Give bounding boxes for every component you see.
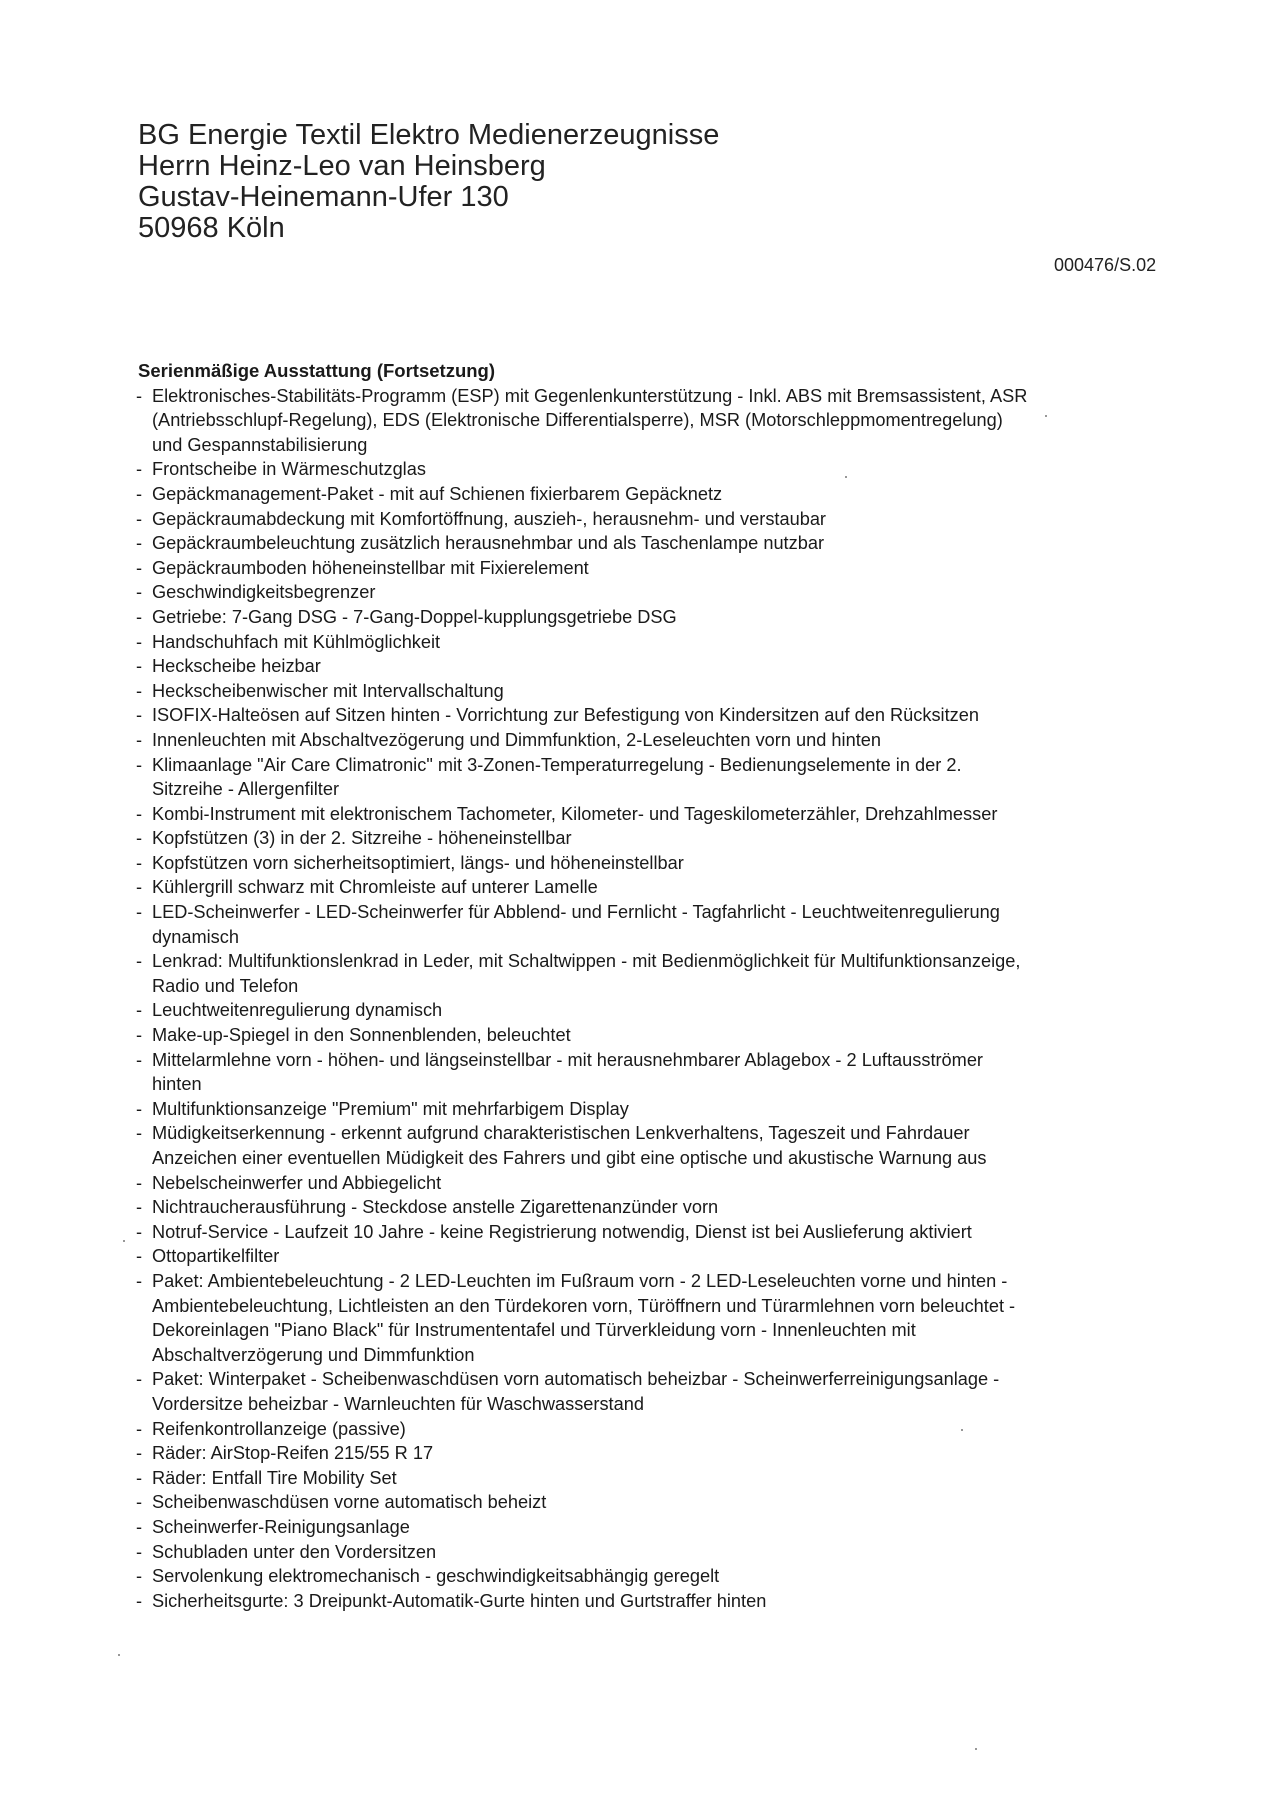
list-item-text: Make-up-Spiegel in den Sonnenblenden, beleuchtet [152, 1025, 571, 1046]
bullet-dash: - [136, 877, 143, 898]
bullet-dash: - [136, 951, 143, 972]
list-item [136, 1515, 1036, 1540]
list-item [136, 1023, 1036, 1048]
equipment-list [136, 384, 1036, 1614]
bullet-dash: - [136, 656, 143, 677]
list-item [136, 728, 1036, 753]
list-item [136, 679, 1036, 704]
list-item-text: Geschwindigkeitsbegrenzer [152, 582, 376, 603]
bullet-dash: - [136, 1221, 143, 1242]
list-item [136, 605, 1036, 630]
list-item [136, 654, 1036, 679]
bullet-dash: - [136, 803, 143, 824]
list-item [136, 507, 1036, 532]
page-reference: 000476/S.02 [1054, 255, 1157, 275]
list-item-text: Getriebe: 7-Gang DSG - 7-Gang-Doppel-kupplungsgetriebe DSG [152, 606, 677, 627]
bullet-dash: - [136, 680, 143, 701]
bullet-dash: - [136, 483, 143, 504]
bullet-dash: - [136, 729, 143, 750]
list-item-text: Kopfstützen vorn sicherheitsoptimiert, längs- und höheneinstellbar [152, 852, 684, 873]
scan-speck [975, 1748, 977, 1750]
list-item [136, 630, 1036, 655]
bullet-dash: - [136, 1172, 143, 1193]
bullet-dash: - [136, 582, 143, 603]
list-item [136, 482, 1036, 507]
bullet-dash: - [136, 1270, 143, 1291]
address-line-name: Herrn Heinz-Leo van Heinsberg [138, 150, 546, 182]
list-item-text: LED-Scheinwerfer - LED-Scheinwerfer für Abblend- und Fernlicht - Tagfahrlicht - Leuchtweitenregulierung dynamisch [152, 902, 1000, 947]
list-item [136, 1244, 1036, 1269]
bullet-dash: - [136, 459, 143, 480]
list-item [136, 531, 1036, 556]
bullet-dash: - [136, 1049, 143, 1070]
bullet-dash: - [136, 1467, 143, 1488]
scan-speck [123, 1240, 125, 1242]
list-item-text: Klimaanlage "Air Care Climatronic" mit 3-Zonen-Temperaturregelung - Bedienungselemente in der 2. Sitzreihe - Allergenfilter [152, 754, 962, 800]
list-item-text: Paket: Winterpaket - Scheibenwaschdüsen vorn automatisch beheizbar - Scheinwerferreinigungsanlage - Vordersitze beheizbar - Warnleuchten für Waschwasserstand [152, 1369, 1000, 1414]
list-item-text: Lenkrad: Multifunktionslenkrad in Leder, mit Schaltwippen - mit Bedienmöglichkeit für Multifunktionsanzeige, Radio und Telefon [152, 951, 1021, 996]
list-item-text: Kombi-Instrument mit elektronischem Tachometer, Kilometer- und Tageskilometerzähler, Drehzahlmesser [152, 803, 998, 824]
bullet-dash: - [136, 1246, 143, 1267]
scan-speck [1045, 415, 1047, 417]
bullet-dash: - [136, 1369, 143, 1390]
list-item [136, 900, 1036, 949]
bullet-dash: - [136, 852, 143, 873]
list-item [136, 1441, 1036, 1466]
list-item [136, 1490, 1036, 1515]
list-item-text: Paket: Ambientebeleuchtung - 2 LED-Leuchten im Fußraum vorn - 2 LED-Leseleuchten vorne und hinten - Ambientebeleuchtung, Lichtleisten an den Türdekoren vorn, Türöffnern und Türarmlehnen vorn beleuchtet - Dekoreinlagen "Piano Black" für Instrumententafel und Türverkleidung vorn - Innenleuchten mit Abschaltverzögerung und Dimmfunktion [152, 1270, 1016, 1365]
bullet-dash: - [136, 1025, 143, 1046]
list-item [136, 1048, 1036, 1097]
list-item-text: Kühlergrill schwarz mit Chromleiste auf unterer Lamelle [152, 877, 598, 898]
bullet-dash: - [136, 1516, 143, 1537]
list-item-text: Gepäckraumabdeckung mit Komfortöffnung, auszieh-, herausnehm- und verstaubar [152, 508, 826, 529]
scan-speck [961, 1429, 963, 1431]
list-item-text: Scheibenwaschdüsen vorne automatisch beheizt [152, 1492, 547, 1513]
list-item-text: Räder: AirStop-Reifen 215/55 R 17 [152, 1443, 434, 1464]
bullet-dash: - [136, 1000, 143, 1021]
list-item-text: Schubladen unter den Vordersitzen [152, 1541, 437, 1562]
list-item [136, 998, 1036, 1023]
bullet-dash: - [136, 1492, 143, 1513]
list-item [136, 1540, 1036, 1565]
list-item-text: Müdigkeitserkennung - erkennt aufgrund charakteristischen Lenkverhaltens, Tageszeit und Fahrdauer Anzeichen einer eventuellen Müdigkeit des Fahrers und gibt eine optische und akustische Warnung aus [152, 1123, 987, 1168]
list-item-text: Gepäckraumbeleuchtung zusätzlich herausnehmbar und als Taschenlampe nutzbar [152, 533, 824, 554]
list-item [136, 1269, 1036, 1367]
address-line-company: BG Energie Textil Elektro Medienerzeugnisse [138, 119, 720, 151]
list-item-text: ISOFIX-Halteösen auf Sitzen hinten - Vorrichtung zur Befestigung von Kindersitzen auf den Rücksitzen [152, 705, 979, 726]
list-item-text: Frontscheibe in Wärmeschutzglas [152, 459, 426, 480]
bullet-dash: - [136, 1443, 143, 1464]
list-item-text: Leuchtweitenregulierung dynamisch [152, 1000, 443, 1021]
bullet-dash: - [136, 508, 143, 529]
list-item [136, 384, 1036, 458]
list-item [136, 1564, 1036, 1589]
section-title: Serienmäßige Ausstattung (Fortsetzung) [138, 360, 496, 381]
list-item [136, 1417, 1036, 1442]
list-item-text: Nichtraucherausführung - Steckdose anstelle Zigarettenanzünder vorn [152, 1197, 719, 1218]
list-item [136, 949, 1036, 998]
list-item [136, 1466, 1036, 1491]
bullet-dash: - [136, 1541, 143, 1562]
list-item [136, 1220, 1036, 1245]
list-item [136, 703, 1036, 728]
list-item [136, 875, 1036, 900]
scan-speck [845, 476, 847, 478]
list-item-text: Gepäckmanagement-Paket - mit auf Schienen fixierbarem Gepäcknetz [152, 483, 723, 504]
bullet-dash: - [136, 1098, 143, 1119]
list-item-text: Heckscheibe heizbar [152, 656, 321, 677]
list-item [136, 826, 1036, 851]
bullet-dash: - [136, 1566, 143, 1587]
list-item-text: Gepäckraumboden höheneinstellbar mit Fixierelement [152, 557, 589, 578]
list-item-text: Notruf-Service - Laufzeit 10 Jahre - keine Registrierung notwendig, Dienst ist bei Auslieferung aktiviert [152, 1221, 972, 1242]
bullet-dash: - [136, 1123, 143, 1144]
list-item-text: Innenleuchten mit Abschaltvezögerung und Dimmfunktion, 2-Leseleuchten vorn und hinten [152, 729, 881, 750]
list-item [136, 1121, 1036, 1170]
bullet-dash: - [136, 705, 143, 726]
list-item-text: Multifunktionsanzeige "Premium" mit mehrfarbigem Display [152, 1098, 629, 1119]
list-item [136, 556, 1036, 581]
recipient-address [138, 120, 719, 244]
address-line-city: 50968 Köln [138, 212, 285, 244]
list-item-text: Handschuhfach mit Kühlmöglichkeit [152, 631, 441, 652]
list-item [136, 580, 1036, 605]
list-item-text: Nebelscheinwerfer und Abbiegelicht [152, 1172, 442, 1193]
scan-speck [118, 1654, 120, 1656]
list-item-text: Kopfstützen (3) in der 2. Sitzreihe - höheneinstellbar [152, 828, 572, 849]
bullet-dash: - [136, 754, 143, 775]
bullet-dash: - [136, 828, 143, 849]
list-item [136, 1589, 1036, 1614]
list-item [136, 1097, 1036, 1122]
list-item-text: Elektronisches-Stabilitäts-Programm (ESP) mit Gegenlenkunterstützung - Inkl. ABS mit Bremsassistent, ASR (Antriebsschlupf-Regelung), EDS (Elektronische Differentialsperre), MSR (Motorschleppmomentregelung) und Gespannstabilisierung [152, 385, 1028, 455]
bullet-dash: - [136, 606, 143, 627]
list-item [136, 457, 1036, 482]
list-item-text: Reifenkontrollanzeige (passive) [152, 1418, 406, 1439]
equipment-section [136, 359, 1036, 1613]
bullet-dash: - [136, 385, 143, 406]
list-item-text: Mittelarmlehne vorn - höhen- und längseinstellbar - mit herausnehmbarer Ablagebox - 2 Luftausströmer hinten [152, 1049, 983, 1095]
list-item-text: Sicherheitsgurte: 3 Dreipunkt-Automatik-Gurte hinten und Gurtstraffer hinten [152, 1590, 767, 1611]
list-item [136, 753, 1036, 802]
list-item [136, 1195, 1036, 1220]
list-item [136, 1171, 1036, 1196]
list-item [136, 851, 1036, 876]
bullet-dash: - [136, 533, 143, 554]
bullet-dash: - [136, 1197, 143, 1218]
list-item [136, 1367, 1036, 1416]
list-item-text: Räder: Entfall Tire Mobility Set [152, 1467, 397, 1488]
address-line-street: Gustav-Heinemann-Ufer 130 [138, 181, 509, 213]
bullet-dash: - [136, 902, 143, 923]
list-item-text: Servolenkung elektromechanisch - geschwindigkeitsabhängig geregelt [152, 1566, 720, 1587]
list-item-text: Ottopartikelfilter [152, 1246, 280, 1267]
bullet-dash: - [136, 631, 143, 652]
list-item [136, 802, 1036, 827]
list-item-text: Scheinwerfer-Reinigungsanlage [152, 1516, 410, 1537]
bullet-dash: - [136, 1590, 143, 1611]
bullet-dash: - [136, 1418, 143, 1439]
list-item-text: Heckscheibenwischer mit Intervallschaltung [152, 680, 504, 701]
bullet-dash: - [136, 557, 143, 578]
